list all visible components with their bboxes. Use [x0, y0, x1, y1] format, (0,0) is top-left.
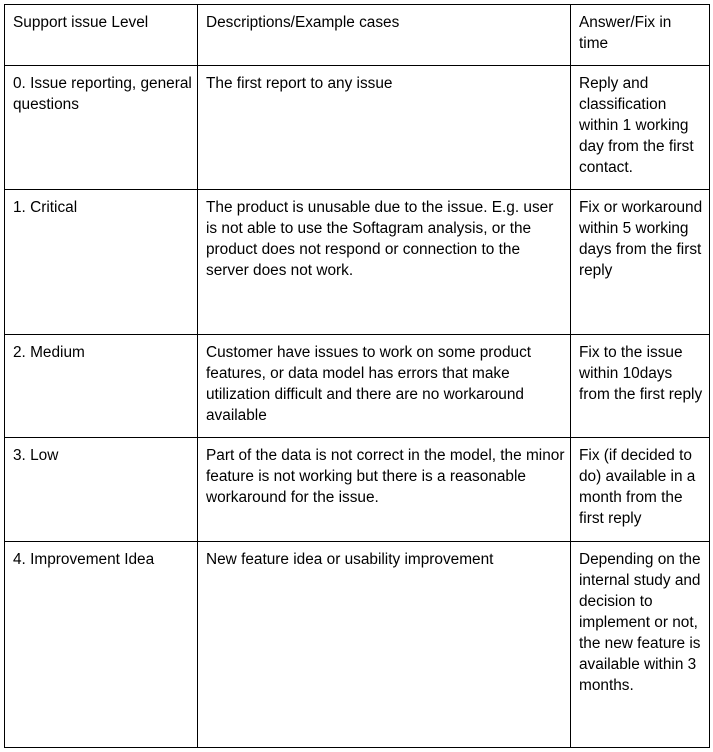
- answer-cell: Reply and classification within 1 working day from the first contact.: [571, 66, 710, 190]
- table-row: [5, 438, 710, 542]
- table-row: [5, 542, 710, 748]
- table-row: [5, 335, 710, 438]
- header-descriptions: Descriptions/Example cases: [198, 5, 571, 66]
- description-cell: New feature idea or usability improvement: [198, 542, 571, 748]
- level-cell: 3. Low: [5, 438, 198, 542]
- answer-cell: Fix (if decided to do) available in a month from the first reply: [571, 438, 710, 542]
- answer-cell: Depending on the internal study and decision to implement or not, the new feature is available within 3 months.: [571, 542, 710, 748]
- description-cell: Customer have issues to work on some product features, or data model has errors that make utilization difficult and there are no workaround available: [198, 335, 571, 438]
- table-row: [5, 190, 710, 335]
- answer-cell: Fix or workaround within 5 working days from the first reply: [571, 190, 710, 335]
- support-levels-table: [4, 4, 710, 748]
- level-cell: 1. Critical: [5, 190, 198, 335]
- header-answer-fix-time: Answer/Fix in time: [571, 5, 710, 66]
- level-cell: 0. Issue reporting, general questions: [5, 66, 198, 190]
- header-support-issue-level: Support issue Level: [5, 5, 198, 66]
- level-cell: 2. Medium: [5, 335, 198, 438]
- description-cell: The product is unusable due to the issue. E.g. user is not able to use the Softagram analysis, or the product does not respond or connection to the server does not work.: [198, 190, 571, 335]
- level-cell: 4. Improvement Idea: [5, 542, 198, 748]
- table-header-row: [5, 5, 710, 66]
- description-cell: The first report to any issue: [198, 66, 571, 190]
- table-row: [5, 66, 710, 190]
- description-cell: Part of the data is not correct in the model, the minor feature is not working but there is a reasonable workaround for the issue.: [198, 438, 571, 542]
- answer-cell: Fix to the issue within 10days from the first reply: [571, 335, 710, 438]
